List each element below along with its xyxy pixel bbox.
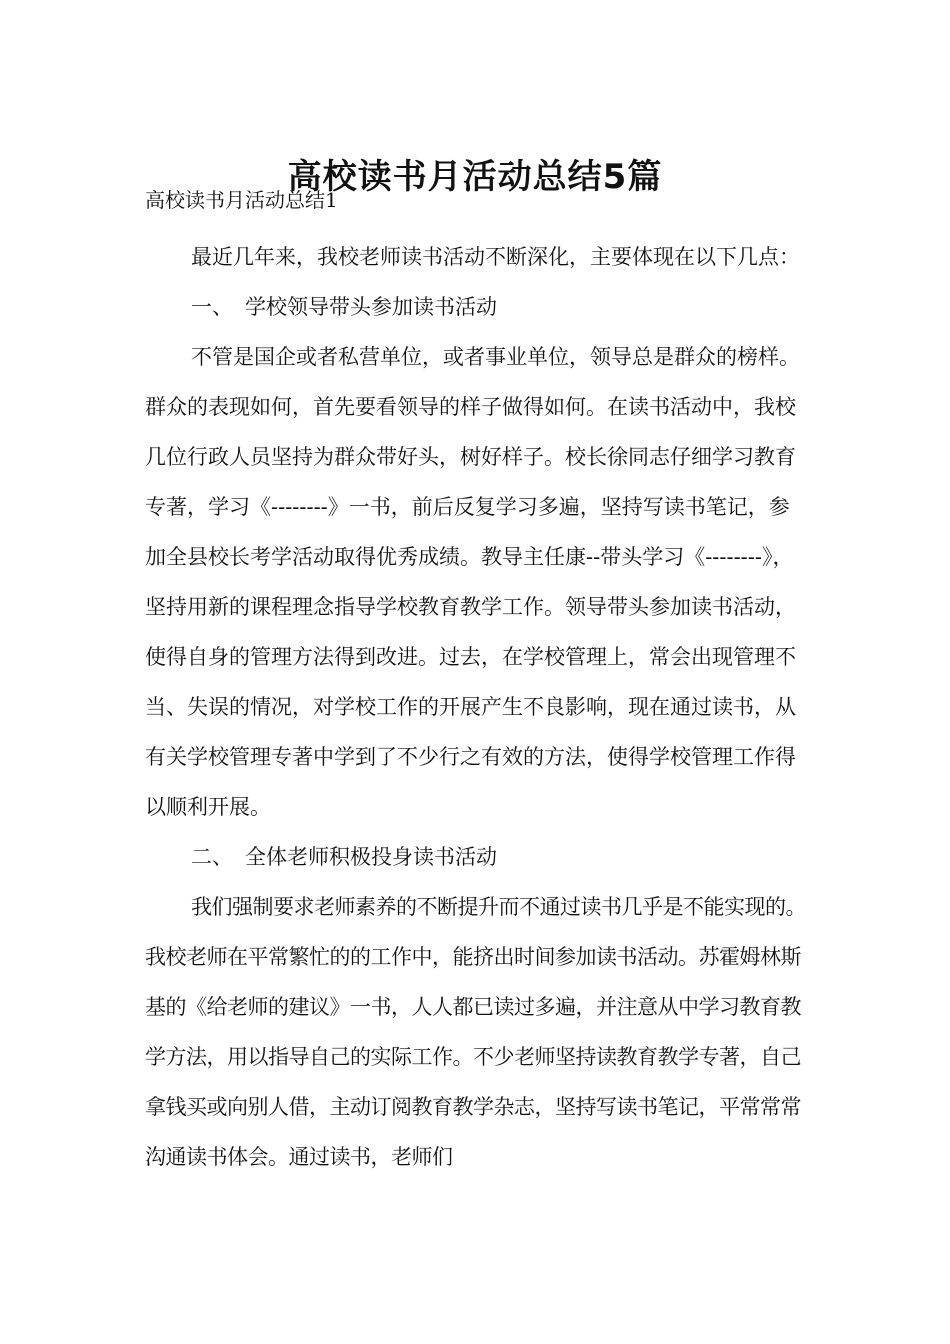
section-heading-text-2: 全体老师积极投身读书活动 [245,845,497,869]
document-subtitle: 高校读书月活动总结1 [145,188,338,212]
section-heading-1 [145,282,810,332]
section-paragraph-1: 不管是国企或者私营单位，或者事业单位，领导总是群众的榜样。群众的表现如何，首先要看领导的样子做得如何。在读书活动中，我校几位行政人员坚持为群众带好头，树好样子。校长徐同志仔细学习教育专著，学习《--------》一书，前后反复学习多遍，坚持写读书笔记，参加全县校长考学活动取得优秀成绩。教导主任康--带头学习《--------》，坚持用新的课程理念指导学校教育教学工作。领导带头参加读书活动，使得自身的管理方法得到改进。过去，在学校管理上，常会出现管理不当、失误的情况，对学校工作的开展产生不良影响，现在通过读书，从有关学校管理专著中学到了不少行之有效的方法，使得学校管理工作得以顺利开展。 [145,345,800,819]
intro-paragraph: 最近几年来，我校老师读书活动不断深化，主要体现在以下几点： [191,245,800,269]
section-heading-text-1: 学校领导带头参加读书活动 [245,295,497,319]
section-number-1: 一、 [191,295,233,319]
section-paragraph-2: 我们强制要求老师素养的不断提升而不通过读书几乎是不能实现的。我校老师在平常繁忙的的工作中，能挤出时间参加读书活动。苏霍姆林斯基的《给老师的建议》一书，人人都已读过多遍，并注意从中学习教育教学方法，用以指导自己的实际工作。不少老师坚持读教育教学专著，自己拿钱买或向别人借，主动订阅教育教学杂志，坚持写读书笔记，平常常常沟通读书体会。通过读书，老师们 [145,895,806,1169]
document-title: 高校读书月活动总结5篇 [287,156,663,197]
section-heading-2 [145,832,810,882]
section-number-2: 二、 [191,845,233,869]
document-body [145,182,810,1182]
